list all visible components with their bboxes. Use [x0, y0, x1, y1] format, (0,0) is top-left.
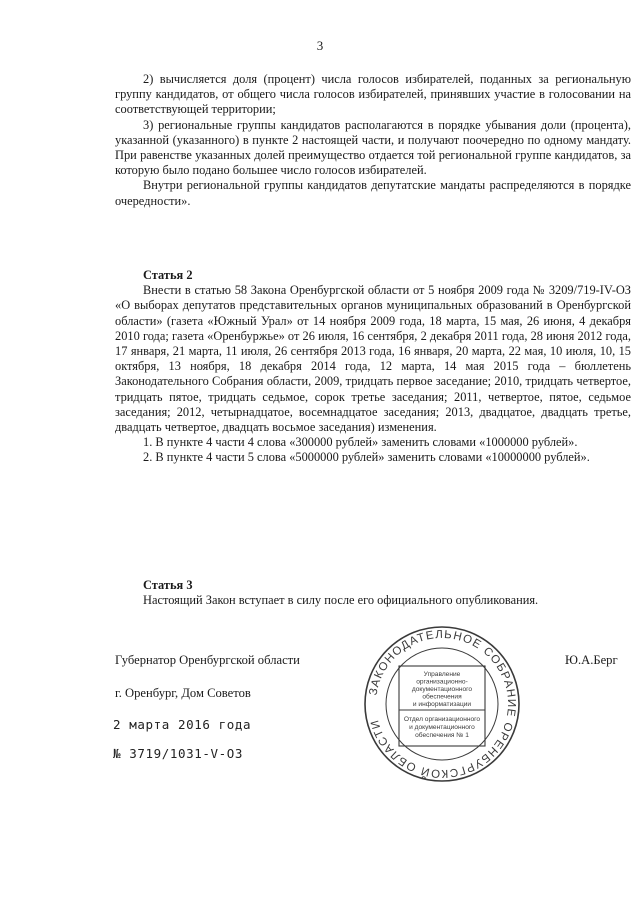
- paragraph-item-3: 3) региональные группы кандидатов располагаются в порядке убывания доли (процента), указанной (указанного) в пункте 2 настоящей части, и получают поочередно по одному мандату. При равенстве указанных долей преимущество отдается той региональной группе кандидатов, за которую было подано большее число голосов избирателей.: [115, 117, 631, 178]
- article-3-block: [115, 578, 631, 608]
- seal-box-top-line: организационно-: [416, 678, 468, 686]
- seal-box-top-line: документационного: [411, 686, 473, 693]
- seal-outer-text-path: ЗАКОНОДАТЕЛЬНОЕ СОБРАНИЕ ОРЕНБУРГСКОЙ ОБЛАСТИ: [367, 628, 518, 780]
- seal-box-bottom-line: и документационного: [409, 724, 475, 731]
- page-number: 3: [316, 38, 324, 53]
- article-2-block: [115, 268, 631, 466]
- governor-title: Губернатор Оренбургской области: [115, 653, 300, 667]
- continuation-block: [115, 72, 631, 209]
- seal-box-bottom-line: Отдел организационного: [403, 716, 481, 723]
- article-2-point-2: 2. В пункте 4 части 5 слова «5000000 рублей» заменить словами «10000000 рублей».: [143, 450, 590, 465]
- article-3-heading: Статья 3: [143, 578, 193, 592]
- signing-date: 2 марта 2016 года: [113, 717, 252, 732]
- paragraph-distribution: Внутри региональной группы кандидатов депутатские мандаты распределяются в порядке очередности».: [115, 178, 631, 208]
- paragraph-item-2: 2) вычисляется доля (процент) числа голосов избирателей, поданных за региональную группу кандидатов, от общего числа голосов избирателей, принявших участие в голосовании на соответствующей территории;: [115, 72, 631, 117]
- official-seal-stamp: [362, 624, 522, 784]
- seal-box-bottom-line: обеспечения № 1: [415, 732, 469, 739]
- seal-box-top-line: обеспечения: [422, 693, 462, 701]
- article-3-paragraph: Настоящий Закон вступает в силу после его официального опубликования.: [143, 593, 539, 608]
- signing-place: г. Оренбург, Дом Советов: [115, 686, 251, 700]
- article-2-heading: Статья 2: [143, 268, 193, 282]
- seal-box-top-line: и информатизации: [412, 701, 472, 708]
- article-2-intro-paragraph: Внести в статью 58 Закона Оренбургской области от 5 ноября 2009 года № 3209/719-IV-ОЗ «О выборах депутатов представительных органов муниципальных образований в Оренбургской области» (газета «Южный Урал» от 14 ноября 2009 года, 18 марта, 15 мая, 26 июня, 4 декабря 2010 года; газета «Оренбуржье» от 26 июля, 16 сентября, 2 декабря 2011 года, 28 июня 2012 года, 17 января, 21 марта, 11 июля, 26 сентября 2013 года, 16 января, 20 марта, 22 мая, 10 июля, 10, 15 октября, 13 ноября, 18 декабря 2014 года, 12 марта, 14 мая 2015 года – бюллетень Законодательного Собрания области, 2009, тридцать первое заседание; 2010, тридцать четвертое, тридцать пятое, тридцать седьмое, сорок третье заседания; 2011, четвертое, пятое, седьмое заседания; 2012, четырнадцатое, восемнадцатое заседания; 2013, двадцатое, двадцать третье, двадцать четвертое, двадцать восьмое заседания) изменения.: [115, 283, 631, 435]
- law-number: № 3719/1031-V-ОЗ: [113, 746, 244, 761]
- governor-name: Ю.А.Берг: [565, 653, 618, 667]
- seal-box-top-line: Управление: [423, 671, 461, 678]
- article-2-point-1: 1. В пункте 4 части 4 слова «300000 рублей» заменить словами «1000000 рублей».: [143, 435, 578, 450]
